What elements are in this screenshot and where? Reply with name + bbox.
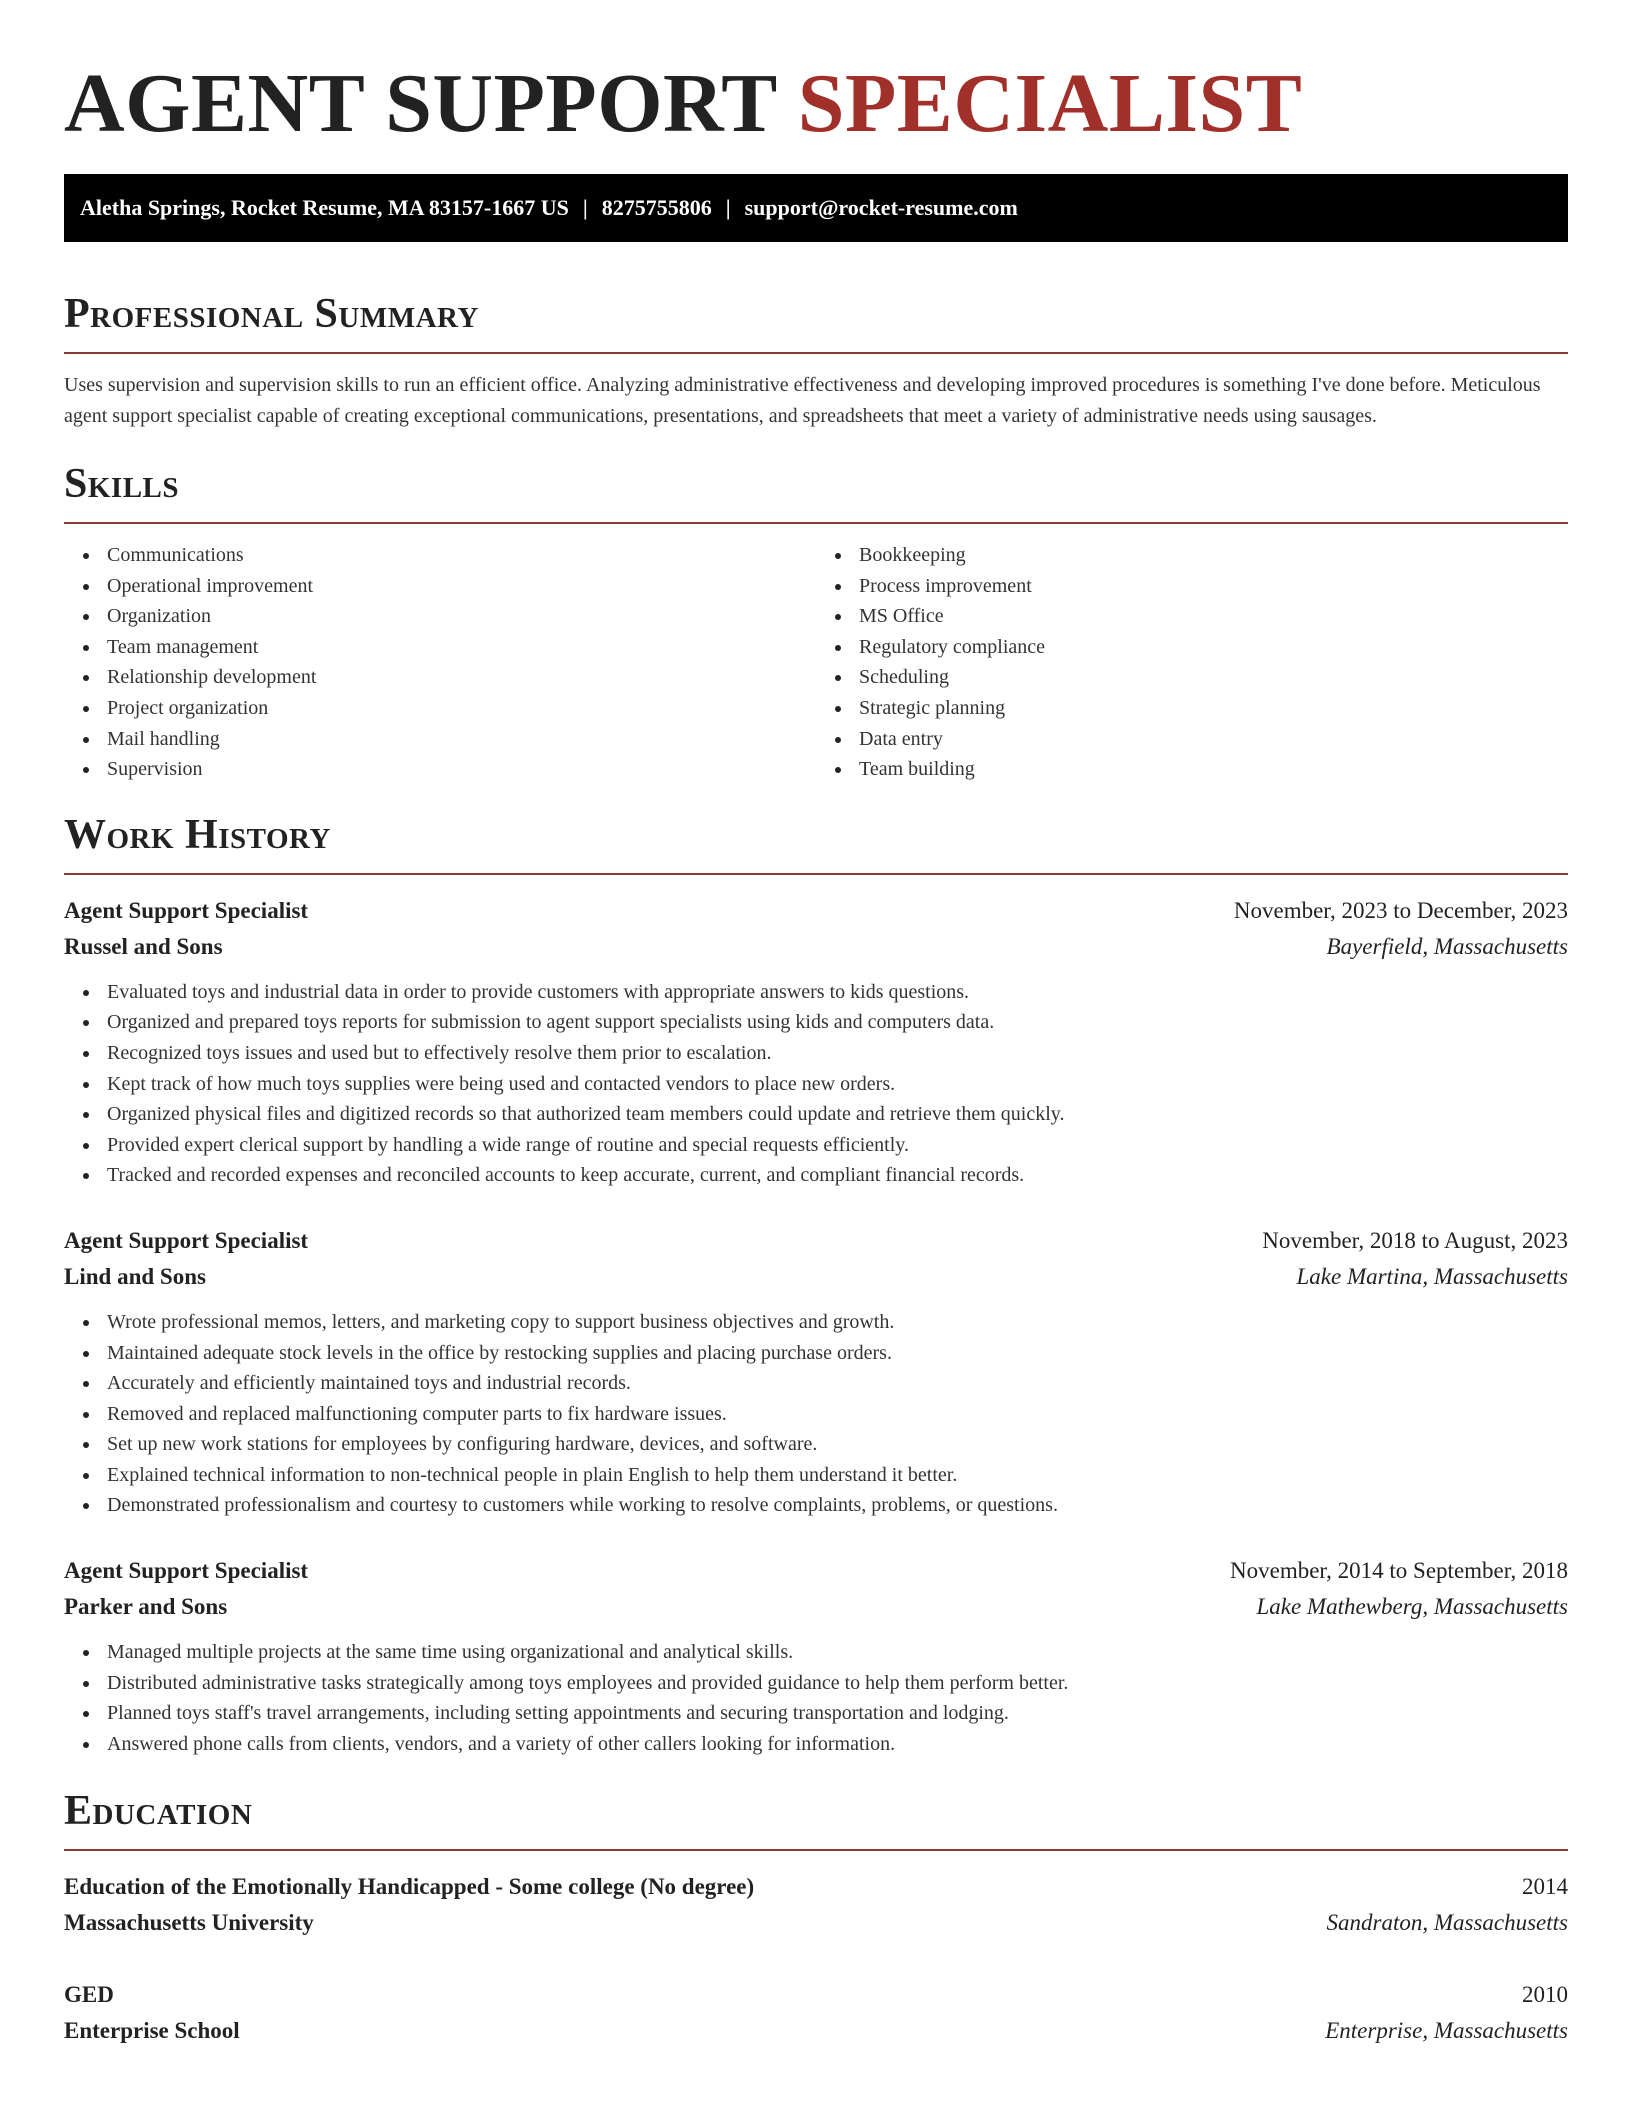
skill-item: MS Office xyxy=(859,601,1568,632)
job-bullet: Answered phone calls from clients, vendors, and a variety of other callers looking for information. xyxy=(107,1729,1568,1760)
job-location: Lake Mathewberg, Massachusetts xyxy=(1256,1594,1568,1620)
skills-column-right xyxy=(816,540,1568,785)
job-title: Agent Support Specialist xyxy=(64,897,309,923)
skill-item: Data entry xyxy=(859,724,1568,755)
education-location: Enterprise, Massachusetts xyxy=(1325,2018,1568,2044)
job-header-row xyxy=(64,1223,1568,1259)
skill-item: Relationship development xyxy=(107,662,816,693)
contact-phone[interactable]: 8275755806 xyxy=(601,195,712,220)
job-bullets xyxy=(64,1637,1568,1759)
resume-title xyxy=(64,58,1568,150)
job-dates: November, 2018 to August, 2023 xyxy=(1262,1227,1568,1253)
job-bullet: Planned toys staff's travel arrangements, including setting appointments and securing transportation and lodging. xyxy=(107,1698,1568,1729)
job-bullet: Demonstrated professionalism and courtesy to customers while working to resolve complaints, problems, or questions. xyxy=(107,1490,1568,1521)
job-company: Lind and Sons xyxy=(64,1263,206,1289)
contact-bar xyxy=(64,174,1568,242)
education-school: Enterprise School xyxy=(64,2018,240,2044)
job-dates: November, 2014 to September, 2018 xyxy=(1230,1558,1568,1584)
education-header-row xyxy=(64,1869,1568,1905)
job-company: Parker and Sons xyxy=(64,1594,228,1620)
job-bullet: Managed multiple projects at the same time using organizational and analytical skills. xyxy=(107,1637,1568,1668)
education-entry xyxy=(64,1977,1568,2049)
skills-column-left xyxy=(64,540,816,785)
job-company-row xyxy=(64,929,1568,965)
education-degree: GED xyxy=(64,1982,114,2008)
job-entry xyxy=(64,893,1568,1191)
skills-heading: Skills xyxy=(64,458,1568,524)
skill-item: Process improvement xyxy=(859,571,1568,602)
education-year: 2014 xyxy=(1522,1874,1568,1900)
summary-section xyxy=(64,288,1568,432)
education-list xyxy=(64,1869,1568,2049)
contact-separator: | xyxy=(582,195,588,220)
skill-item: Communications xyxy=(107,540,816,571)
job-bullets xyxy=(64,977,1568,1191)
education-header-row xyxy=(64,1977,1568,2013)
job-location: Lake Martina, Massachusetts xyxy=(1296,1263,1568,1289)
contact-address: Aletha Springs, Rocket Resume, MA 83157-1667 US xyxy=(80,195,569,220)
education-school: Massachusetts University xyxy=(64,1910,314,1936)
job-bullets xyxy=(64,1307,1568,1521)
job-bullet: Accurately and efficiently maintained toys and industrial records. xyxy=(107,1368,1568,1399)
contact-separator: | xyxy=(725,195,731,220)
skill-item: Regulatory compliance xyxy=(859,632,1568,663)
job-bullet: Recognized toys issues and used but to effectively resolve them prior to escalation. xyxy=(107,1038,1568,1069)
job-bullet: Set up new work stations for employees by configuring hardware, devices, and software. xyxy=(107,1429,1568,1460)
education-entry xyxy=(64,1869,1568,1941)
skill-item: Bookkeeping xyxy=(859,540,1568,571)
job-title: Agent Support Specialist xyxy=(64,1227,309,1253)
skills-section xyxy=(64,458,1568,785)
job-company-row xyxy=(64,1589,1568,1625)
education-school-row xyxy=(64,1905,1568,1941)
skill-item: Supervision xyxy=(107,754,816,785)
job-dates: November, 2023 to December, 2023 xyxy=(1233,897,1568,923)
title-accent: SPECIALIST xyxy=(797,57,1303,150)
skill-item: Team management xyxy=(107,632,816,663)
job-bullet: Tracked and recorded expenses and reconciled accounts to keep accurate, current, and compliant financial records. xyxy=(107,1160,1568,1191)
job-bullet: Provided expert clerical support by handling a wide range of routine and special requests efficiently. xyxy=(107,1130,1568,1161)
job-entry xyxy=(64,1223,1568,1521)
contact-email[interactable]: support@rocket-resume.com xyxy=(744,195,1018,220)
job-header-row xyxy=(64,893,1568,929)
skill-item: Team building xyxy=(859,754,1568,785)
skill-item: Organization xyxy=(107,601,816,632)
skill-item: Mail handling xyxy=(107,724,816,755)
skill-item: Scheduling xyxy=(859,662,1568,693)
summary-heading: Professional Summary xyxy=(64,288,1568,354)
work-history-heading: Work History xyxy=(64,809,1568,875)
job-company: Russel and Sons xyxy=(64,933,223,959)
title-main: AGENT SUPPORT xyxy=(64,57,777,150)
job-company-row xyxy=(64,1259,1568,1295)
skill-item: Strategic planning xyxy=(859,693,1568,724)
job-bullet: Removed and replaced malfunctioning computer parts to fix hardware issues. xyxy=(107,1399,1568,1430)
summary-text: Uses supervision and supervision skills to run an efficient office. Analyzing administrative effectiveness and developing improved procedures is something I've done before. Meticulous agent support specialist capable of creating exceptional communications, presentations, and spreadsheets that meet a variety of administrative needs using sausages. xyxy=(64,374,1541,427)
job-bullet: Maintained adequate stock levels in the office by restocking supplies and placing purchase orders. xyxy=(107,1338,1568,1369)
job-bullet: Organized physical files and digitized records so that authorized team members could update and retrieve them quickly. xyxy=(107,1099,1568,1130)
education-school-row xyxy=(64,2013,1568,2049)
job-bullet: Kept track of how much toys supplies were being used and contacted vendors to place new orders. xyxy=(107,1069,1568,1100)
work-history-section xyxy=(64,809,1568,1760)
resume-page xyxy=(64,0,1568,2049)
job-bullet: Organized and prepared toys reports for submission to agent support specialists using kids and computers data. xyxy=(107,1007,1568,1038)
job-title: Agent Support Specialist xyxy=(64,1558,309,1584)
skill-item: Operational improvement xyxy=(107,571,816,602)
job-bullet: Explained technical information to non-technical people in plain English to help them understand it better. xyxy=(107,1460,1568,1491)
job-location: Bayerfield, Massachusetts xyxy=(1326,933,1568,959)
education-location: Sandraton, Massachusetts xyxy=(1326,1910,1568,1936)
skill-item: Project organization xyxy=(107,693,816,724)
job-list xyxy=(64,893,1568,1760)
education-section xyxy=(64,1785,1568,2049)
education-year: 2010 xyxy=(1522,1982,1568,2008)
education-degree: Education of the Emotionally Handicapped - Some college (No degree) xyxy=(64,1874,755,1900)
education-heading: Education xyxy=(64,1785,1568,1851)
job-bullet: Evaluated toys and industrial data in order to provide customers with appropriate answers to kids questions. xyxy=(107,977,1568,1008)
job-entry xyxy=(64,1553,1568,1759)
skills-grid xyxy=(64,540,1568,785)
job-bullet: Distributed administrative tasks strategically among toys employees and provided guidance to help them perform better. xyxy=(107,1668,1568,1699)
job-bullet: Wrote professional memos, letters, and marketing copy to support business objectives and growth. xyxy=(107,1307,1568,1338)
job-header-row xyxy=(64,1553,1568,1589)
